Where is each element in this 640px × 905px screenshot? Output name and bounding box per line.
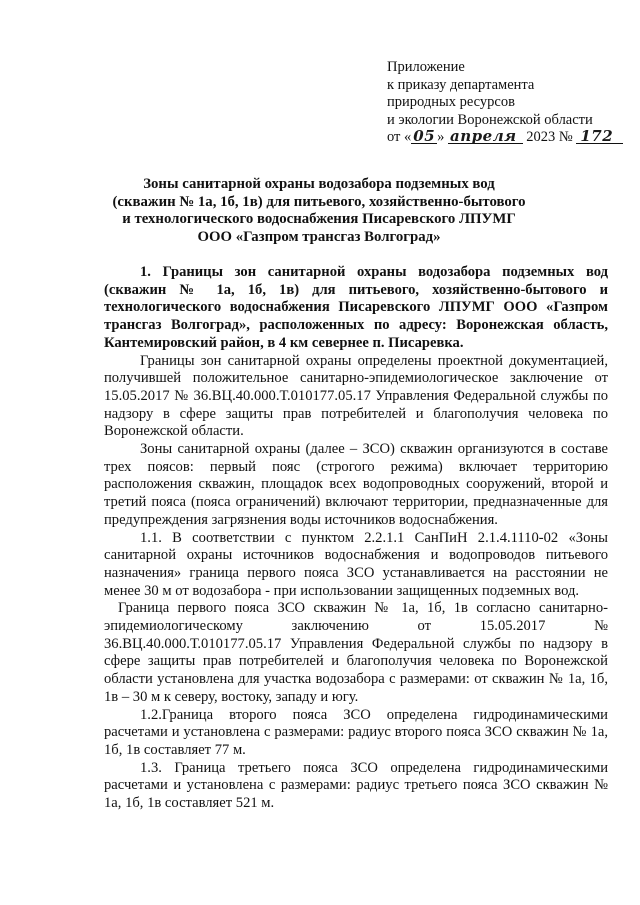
appendix-line: и экологии Воронежской области xyxy=(387,111,593,128)
appendix-line: природных ресурсов xyxy=(387,94,515,111)
appendix-line: к приказу департамента xyxy=(387,76,535,93)
section-heading: 1. Границы зон санитарной охраны водозабора подземных вод (скважин № 1а, 1б, 1в) для питьевого, хозяйственно-бытового и технологического водоснабжения Писаревского ЛПУМГ ООО «Газпром трансгаз Волгоград», расположенных по адресу: Воронежская область, Кантемировский район, в 4 км севернее п. Писаревка. xyxy=(104,264,608,351)
date-prefix: от « xyxy=(387,129,412,146)
order-date-line xyxy=(387,129,632,147)
date-mid: » xyxy=(437,129,445,146)
paragraph: Граница первого пояса ЗСО скважин № 1а, 1б, 1в согласно санитарно-эпидемиологическому заключению от 15.05.2017 № 36.ВЦ.40.000.Т.010177.05.17 Управления Федеральной службы по надзору в сфере защиты прав потребителей и благополучия человека по Воронежской области установлена для участка водозабора с размерами: от скважин № 1а, 1б, 1в – 30 м к северу, востоку, западу и югу. xyxy=(104,600,608,705)
paragraph: Границы зон санитарной охраны определены проектной документацией, получившей положительное санитарно-эпидемиологическое заключение от 15.05.2017 № 36.ВЦ.40.000.Т.010177.05.17 Управления Федеральной службы по надзору в сфере защиты прав потребителей и благополучия человека по Воронежской области. xyxy=(104,352,608,440)
appendix-block xyxy=(387,59,632,147)
paragraph: 1.2.Граница второго пояса ЗСО определена гидродинамическими расчетами и установлена с размерами: радиус второго пояса ЗСО скважин № 1а, 1б, 1в составляет 77 м. xyxy=(104,706,608,758)
paragraph: Зоны санитарной охраны (далее – ЗСО) скважин организуются в составе трех поясов: первый пояс (строгого режима) включает территорию расположения скважин, площадок всех водопроводных сооружений, второй и третий пояса (пояса ограничений) включают территории, предназначенные для предупреждения загрязнения воды источников водоснабжения. xyxy=(104,441,608,528)
handwritten-order-number: 172 xyxy=(576,130,623,144)
document-title: Зоны санитарной охраны водозабора подземных вод (скважин № 1а, 1б, 1в) для питьевого, хозяйственно-бытового и технологического водоснабжения Писаревского ЛПУМГ ООО «Газпром трансгаз Волгоград» xyxy=(112,176,526,245)
handwritten-day: 05 xyxy=(413,127,436,146)
paragraph: 1.3. Граница третьего пояса ЗСО определена гидродинамическими расчетами и установлена с размерами: радиус третьего пояса ЗСО скважин № 1а, 1б, 1в составляет 521 м. xyxy=(104,759,608,812)
document-body xyxy=(104,264,608,813)
paragraph: 1.1. В соответствии с пунктом 2.2.1.1 СанПиН 2.1.4.1110-02 «Зоны санитарной охраны источников водоснабжения и водопроводов питьевого назначения» граница первого пояса ЗСО устанавливается на расстоянии не менее 30 м от водозабора - при использовании защищенных подземных вод. xyxy=(104,529,608,599)
date-year: 2023 № xyxy=(526,129,573,146)
appendix-line: Приложение xyxy=(387,59,465,75)
handwritten-month: апреля xyxy=(448,130,523,144)
